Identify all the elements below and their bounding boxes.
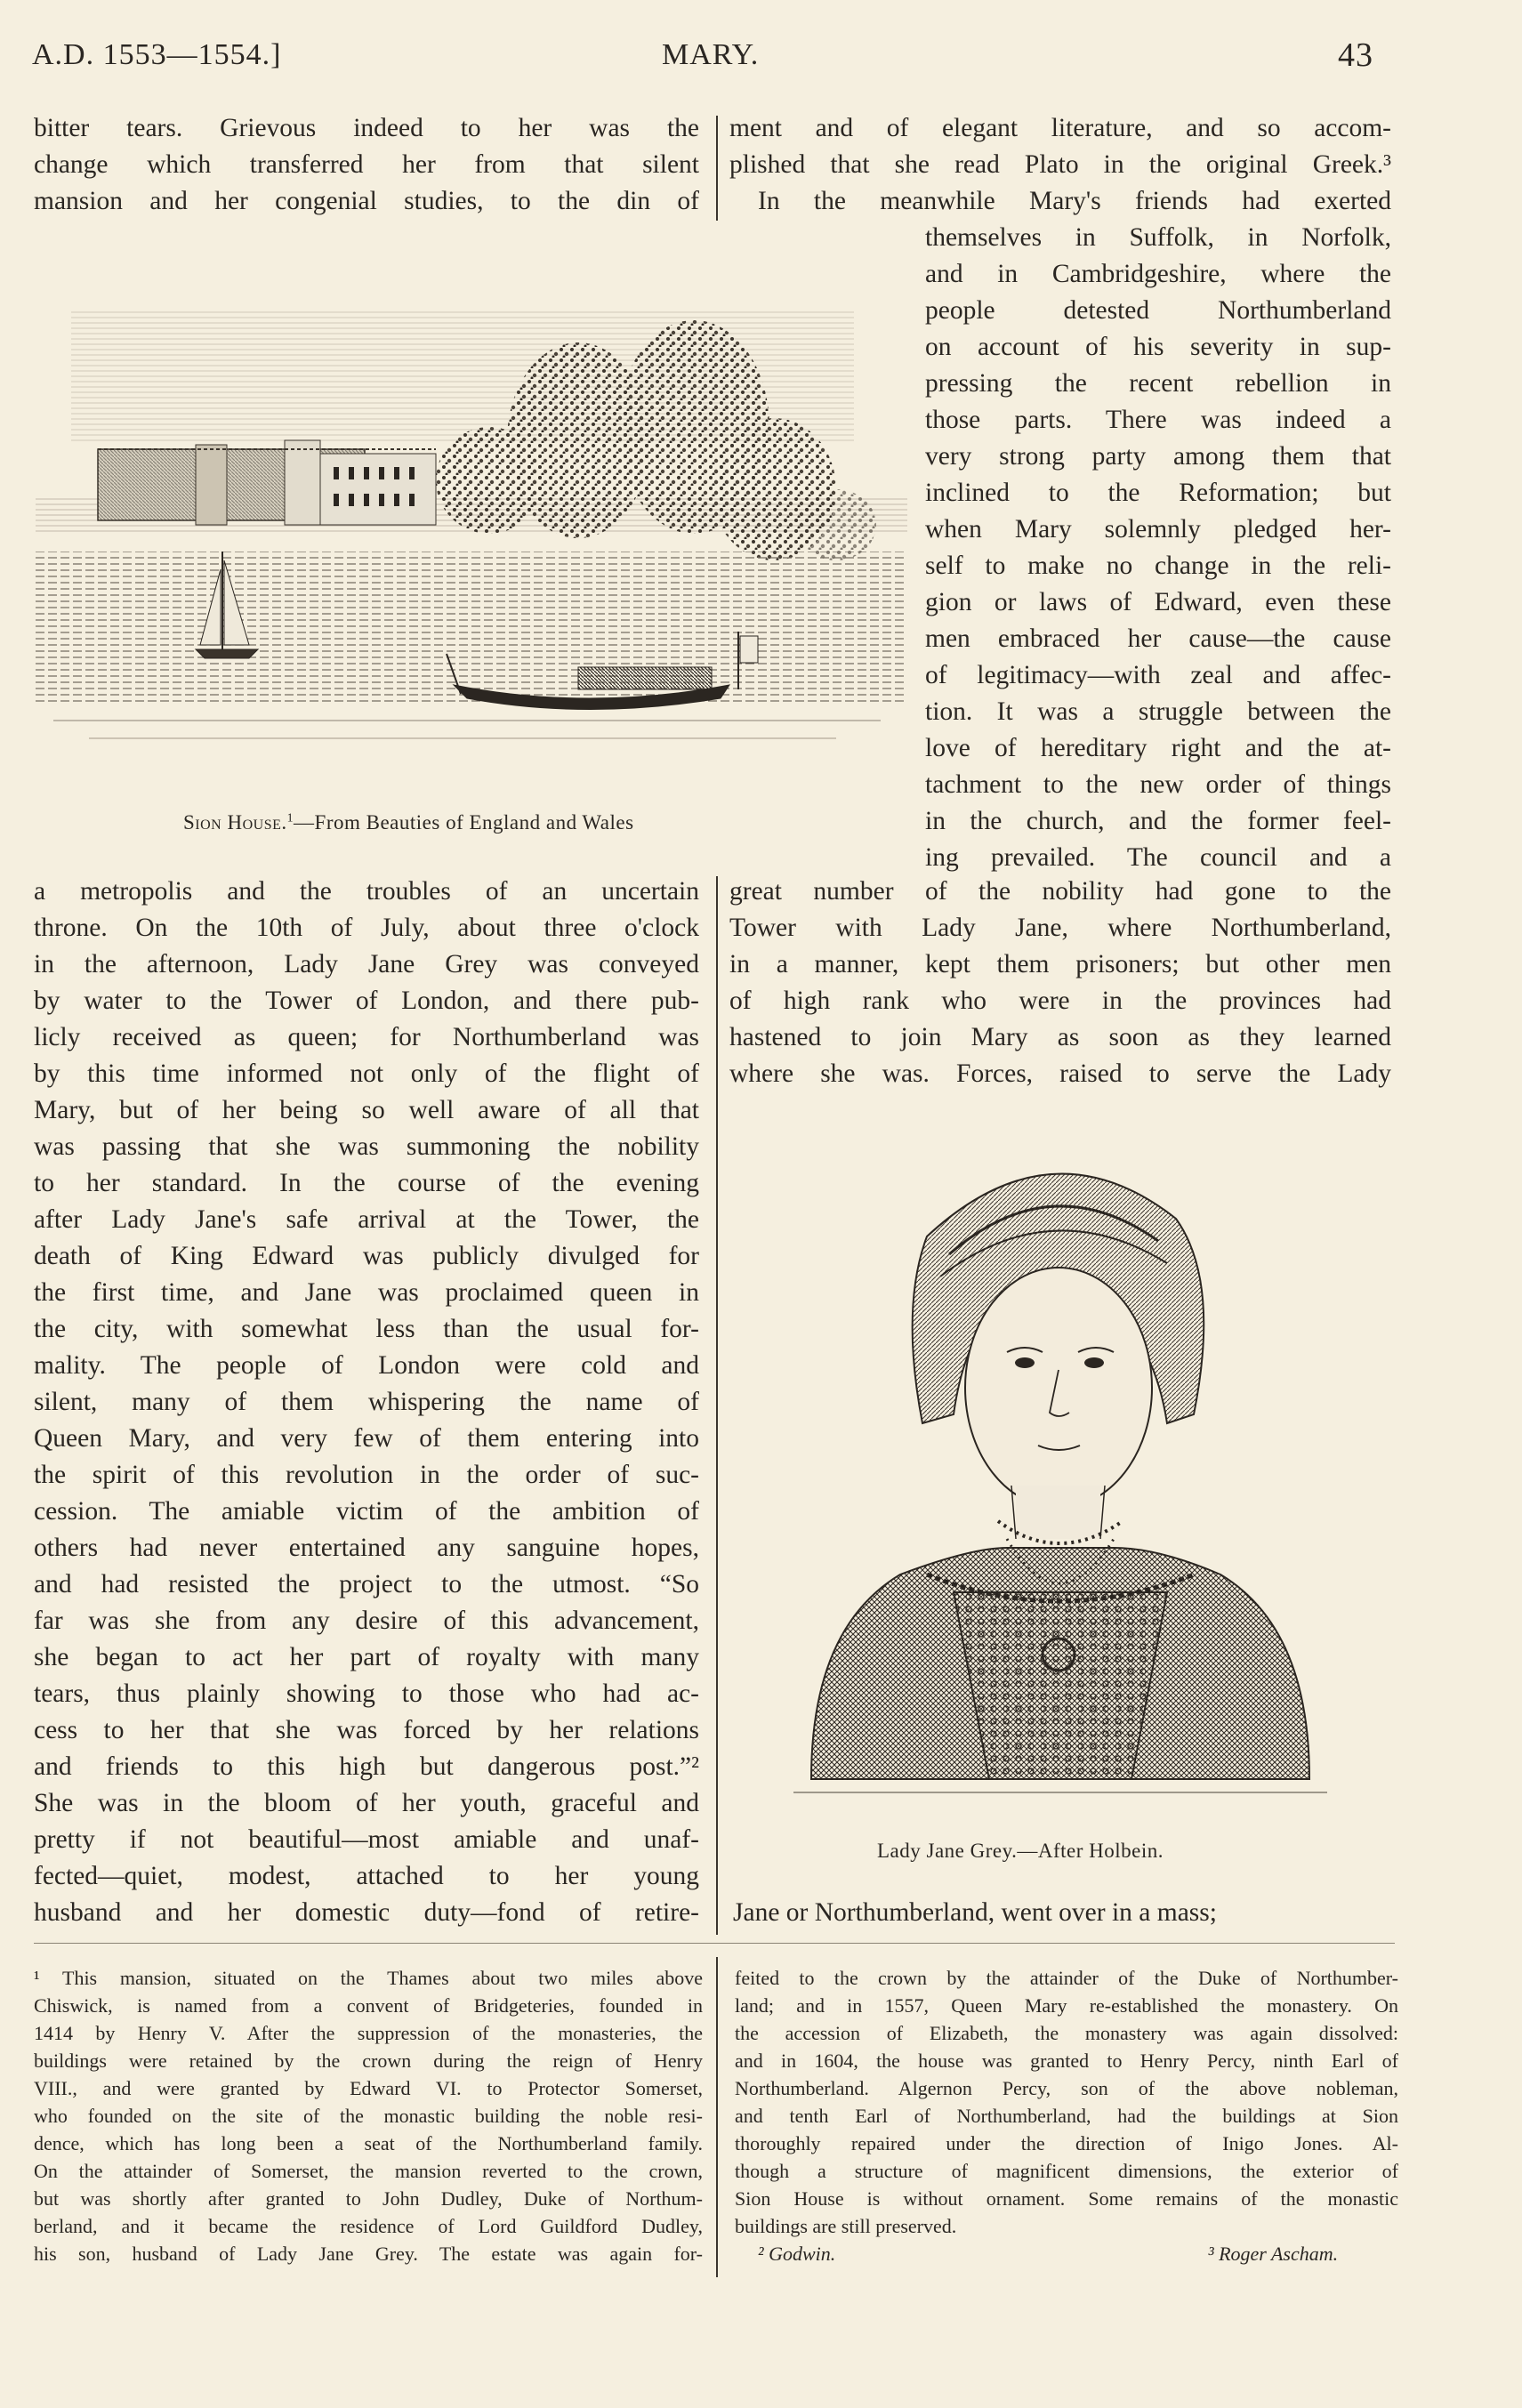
- text-line: by water to the Tower of London, and there pub-: [34, 987, 699, 1015]
- text-line: love of hereditary right and the at-: [925, 734, 1391, 762]
- footnote-line: Chiswick, is named from a convent of Bridgeteries, founded in: [34, 1994, 703, 2017]
- column-rule-top: [716, 116, 718, 221]
- footnote-roger-ascham: ³ Roger Ascham.: [1208, 2243, 1339, 2265]
- text-line: Queen Mary, and very few of them entering into: [34, 1424, 699, 1453]
- text-line: of legitimacy—with zeal and affec-: [925, 661, 1391, 689]
- running-head-title: MARY.: [662, 38, 760, 71]
- text-line: Jane or Northumberland, went over in a mass;: [733, 1898, 1217, 1927]
- text-line: self to make no change in the reli-: [925, 552, 1391, 580]
- caption-title: Sion House.: [183, 811, 287, 834]
- footnote-line: On the attainder of Somerset, the mansion reverted to the crown,: [34, 2160, 703, 2182]
- text-line: ing prevailed. The council and a: [925, 843, 1391, 872]
- text-line: far was she from any desire of this advancement,: [34, 1607, 699, 1635]
- footnote-line: dence, which has long been a seat of the Northumberland family.: [34, 2132, 703, 2154]
- text-line: great number of the nobility had gone to the: [729, 877, 1391, 906]
- text-line: licly received as queen; for Northumberland was: [34, 1023, 699, 1051]
- footnote-line: land; and in 1557, Queen Mary re-established the monastery. On: [735, 1994, 1398, 2017]
- footnote-line: thoroughly repaired under the direction of Inigo Jones. Al-: [735, 2132, 1398, 2154]
- text-line: men embraced her cause—the cause: [925, 624, 1391, 653]
- text-line: bitter tears. Grievous indeed to her was the: [34, 114, 699, 142]
- text-line: others had never entertained any sanguine hopes,: [34, 1534, 699, 1562]
- text-line: by this time informed not only of the flight of: [34, 1059, 699, 1088]
- footnote-line: Sion House is without ornament. Some remains of the monastic: [735, 2187, 1398, 2210]
- footnote-line: though a structure of magnificent dimensions, the exterior of: [735, 2160, 1398, 2182]
- footnote-line: buildings were retained by the crown during the reign of Henry: [34, 2050, 703, 2072]
- text-line: those parts. There was indeed a: [925, 406, 1391, 434]
- text-line: people detested Northumberland: [925, 296, 1391, 325]
- lady-jane-grey-caption: Lady Jane Grey.—After Holbein.: [877, 1840, 1164, 1862]
- text-line: after Lady Jane's safe arrival at the Tower, the: [34, 1205, 699, 1234]
- text-line: death of King Edward was publicly divulged for: [34, 1242, 699, 1270]
- text-line: to her standard. In the course of the evening: [34, 1169, 699, 1197]
- footnote-line: ¹ This mansion, situated on the Thames about two miles above: [34, 1967, 703, 1989]
- text-line: cession. The amiable victim of the ambition of: [34, 1497, 699, 1526]
- text-line: in a manner, kept them prisoners; but other men: [729, 950, 1391, 979]
- text-line: was passing that she was summoning the nobility: [34, 1132, 699, 1161]
- text-line: pretty if not beautiful—most amiable and unaf-: [34, 1825, 699, 1854]
- text-line: pressing the recent rebellion in: [925, 369, 1391, 398]
- footnote-line: and in 1604, the house was granted to Henry Percy, ninth Earl of: [735, 2050, 1398, 2072]
- text-line: in the church, and the former feel-: [925, 807, 1391, 835]
- footnote-ref: 1: [286, 810, 294, 825]
- text-line: where she was. Forces, raised to serve the Lady: [729, 1059, 1391, 1088]
- text-line: the city, with somewhat less than the usual for-: [34, 1315, 699, 1343]
- footnote-line: berland, and it became the residence of Lord Guildford Dudley,: [34, 2215, 703, 2237]
- footnote-godwin: ² Godwin.: [758, 2243, 836, 2265]
- text-line: throne. On the 10th of July, about three o'clock: [34, 914, 699, 942]
- text-line: cess to her that she was forced by her relations: [34, 1716, 699, 1744]
- text-line: Tower with Lady Jane, where Northumberland,: [729, 914, 1391, 942]
- footnote-line: who founded on the site of the monastic building the noble resi-: [34, 2105, 703, 2127]
- text-line: and friends to this high but dangerous post.”²: [34, 1752, 699, 1781]
- text-line: very strong party among them that: [925, 442, 1391, 471]
- text-line: when Mary solemnly pledged her-: [925, 515, 1391, 544]
- footnote-line: Northumberland. Algernon Percy, son of the above nobleman,: [735, 2077, 1398, 2099]
- text-line: the spirit of this revolution in the order of suc-: [34, 1461, 699, 1489]
- footnote-line: feited to the crown by the attainder of the Duke of Northumber-: [735, 1967, 1398, 1989]
- footnote-line: buildings are still preserved.: [735, 2215, 957, 2237]
- footnote-line: and tenth Earl of Northumberland, had the buildings at Sion: [735, 2105, 1398, 2127]
- text-line: and in Cambridgeshire, where the: [925, 260, 1391, 288]
- running-head-dates: A.D. 1553—1554.]: [32, 38, 282, 71]
- text-line: tachment to the new order of things: [925, 770, 1391, 799]
- text-line: mansion and her congenial studies, to the din of: [34, 187, 699, 215]
- text-line: silent, many of them whispering the name of: [34, 1388, 699, 1416]
- column-rule-main: [716, 876, 718, 1935]
- text-line: In the meanwhile Mary's friends had exerted: [758, 187, 1391, 215]
- text-line: Mary, but of her being so well aware of all that: [34, 1096, 699, 1124]
- text-line: She was in the bloom of her youth, graceful and: [34, 1789, 699, 1817]
- text-line: she began to act her part of royalty with many: [34, 1643, 699, 1671]
- text-line: inclined to the Reformation; but: [925, 479, 1391, 507]
- text-line: plished that she read Plato in the original Greek.³: [729, 150, 1391, 179]
- text-line: of high rank who were in the provinces had: [729, 987, 1391, 1015]
- text-line: the first time, and Jane was proclaimed queen in: [34, 1278, 699, 1307]
- footnote-line: but was shortly after granted to John Dudley, Duke of Northum-: [34, 2187, 703, 2210]
- footnote-column-rule: [716, 1957, 718, 2277]
- text-line: husband and her domestic duty—fond of retire-: [34, 1898, 699, 1927]
- footnote-line: 1414 by Henry V. After the suppression of the monasteries, the: [34, 2022, 703, 2044]
- footnote-line: VIII., and were granted by Edward VI. to Protector Somerset,: [34, 2077, 703, 2099]
- text-line: on account of his severity in sup-: [925, 333, 1391, 361]
- text-line: in the afternoon, Lady Jane Grey was conveyed: [34, 950, 699, 979]
- text-line: a metropolis and the troubles of an uncertain: [34, 877, 699, 906]
- page-number: 43: [1338, 36, 1373, 74]
- text-line: tion. It was a struggle between the: [925, 697, 1391, 726]
- sion-house-caption: [183, 811, 634, 834]
- lady-jane-grey-portrait: [776, 1130, 1345, 1806]
- text-line: ment and of elegant literature, and so accom-: [729, 114, 1391, 142]
- text-line: fected—quiet, modest, attached to her young: [34, 1862, 699, 1890]
- text-line: and had resisted the project to the utmost. “So: [34, 1570, 699, 1599]
- footnote-line: his son, husband of Lady Jane Grey. The estate was again for-: [34, 2243, 703, 2265]
- footnote-line: the accession of Elizabeth, the monastery was again dissolved:: [735, 2022, 1398, 2044]
- text-line: gion or laws of Edward, even these: [925, 588, 1391, 616]
- text-line: change which transferred her from that silent: [34, 150, 699, 179]
- text-line: tears, thus plainly showing to those who had ac-: [34, 1679, 699, 1708]
- caption-source: —From Beauties of England and Wales: [294, 811, 634, 834]
- footnote-separator: [34, 1943, 1395, 1944]
- text-line: themselves in Suffolk, in Norfolk,: [925, 223, 1391, 252]
- sion-house-engraving: [36, 294, 907, 774]
- text-line: mality. The people of London were cold and: [34, 1351, 699, 1380]
- text-line: hastened to join Mary as soon as they learned: [729, 1023, 1391, 1051]
